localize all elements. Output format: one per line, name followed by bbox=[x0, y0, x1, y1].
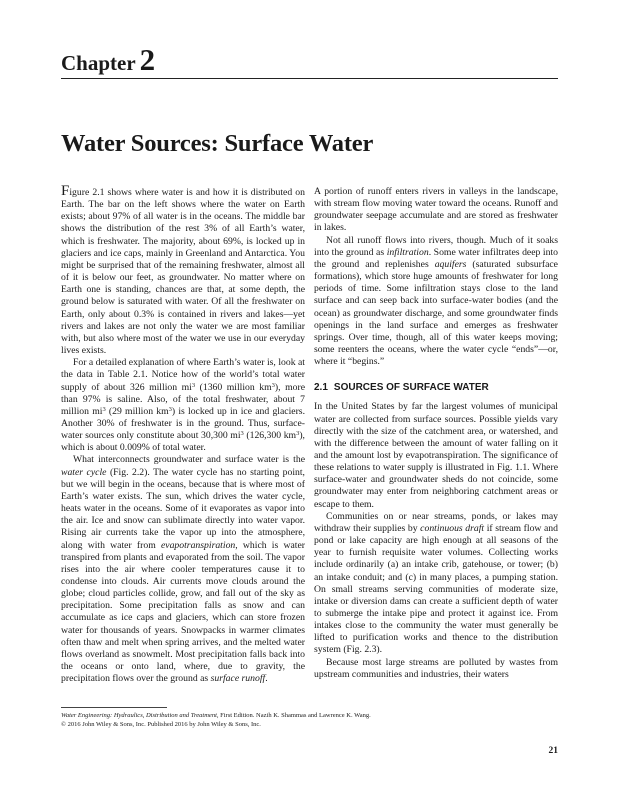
footnote bbox=[61, 711, 558, 729]
footnote-line-2: © 2016 John Wiley & Sons, Inc. Published 2016 by John Wiley & Sons, Inc. bbox=[61, 721, 261, 728]
term-continuous-draft: continuous draft bbox=[420, 522, 485, 534]
term-surface-runoff: surface runoff bbox=[210, 673, 266, 685]
paragraph-7: Communities on or near streams, ponds, or lakes may withdraw their supplies by continuous draft if stream flow and pond or lake capacity are high enough at all seasons of the year to furnish requisite water volumes. Collecting works include ordinarily (a) an intake crib, gatehouse, or tower; (b) an intake conduit; and (c) in many places, a pumping station. On small streams serving communities of moderate size, intake or diversion dams can create a sufficient depth of water to submerge the intake pipe and protect it against ice. From intakes close to the community the water must generally be lifted to purification works and thence to the distribution system (Fig. 2.3). bbox=[314, 510, 558, 656]
paragraph-1: Figure 2.1 shows where water is and how it is distributed on Earth. The bar on the left shows where the water on Earth exists; about 97% of all water is in the oceans. The middle bar shows the distribution of the rest 3% of all Earth’s water, which is freshwater. The majority, about 69%, is locked up in glaciers and ice caps, mainly in Greenland and Antarctica. You might be surprised that of the remaining freshwater, almost all of it is below our feet, as groundwater. No matter where on Earth one is standing, chances are that, at some depth, the ground below is saturated with water. Of all the freshwater on Earth, only about 0.3% is contained in rivers and lakes—yet rivers and lakes are not only the water we are most familiar with, but also where most of the water we use in our everyday lives exists. bbox=[61, 183, 305, 357]
paragraph-4: A portion of runoff enters rivers in valleys in the landscape, with stream flow moving water toward the oceans. Runoff and groundwater seepage accumulate and are stored as freshwater in lakes. bbox=[314, 186, 558, 234]
drop-cap: F bbox=[61, 183, 70, 199]
paragraph-2: For a detailed explanation of where Earth’s water is, look at the data in Table 2.1. Notice how of the world’s total water supply of about 326 million $mi^3$ (1360 million $km^3$), more than 97% is saline. Also, of the total freshwater, about 7 million $mi^3$ (29 million $km^3$) is locked up in ice and glaciers. Another 30% of freshwater is in the ground. Thus, surface-water sources only constitute about 30,300 $mi^3$ (126,300 $km^3$), which is about 0.009% of total water. bbox=[61, 357, 305, 454]
right-column bbox=[314, 186, 558, 681]
chapter-heading bbox=[61, 42, 558, 78]
paragraph-6: In the United States by far the largest volumes of municipal water are collected from surface sources. Possible yields vary directly with the size of the catchment area, or watershed, and with the difference between the amount of water falling on it and the amount lost by evapotranspiration. The significance of these relations to water supply is illustrated in Fig. 1.1. Where surface-water and groundwater sheds do not coincide, some groundwater may enter from neighboring catchment areas or escape to them. bbox=[314, 401, 558, 510]
term-water-cycle: water cycle bbox=[61, 466, 107, 478]
book-title: Water Engineering: Hydraulics, Distribution and Treatment bbox=[61, 712, 217, 719]
footnote-line-1: Water Engineering: Hydraulics, Distribution and Treatment, First Edition. Nazih K. Shammas and Lawrence K. Wang. bbox=[61, 712, 371, 719]
section-heading bbox=[314, 382, 558, 394]
chapter-label: Chapter bbox=[61, 51, 136, 75]
section-title: SOURCES OF SURFACE WATER bbox=[333, 382, 489, 394]
paragraph-8: Because most large streams are polluted by wastes from upstream communities and industries, their waters bbox=[314, 656, 558, 680]
left-column bbox=[61, 183, 305, 685]
term-evapotranspiration: evapotranspiration bbox=[160, 539, 236, 551]
section-number: 2.1 bbox=[314, 382, 328, 394]
term-aquifers: aquifers bbox=[434, 258, 467, 270]
chapter-title: Water Sources: Surface Water bbox=[61, 130, 374, 157]
paragraph-5: Not all runoff flows into rivers, though. Much of it soaks into the ground as infiltration. Some water infiltrates deep into the ground and replenishes aquifers (saturated subsurface formations), which store huge amounts of freshwater for long periods of time. Some infiltration stays close to the land surface and can seep back into surface-water bodies (and the ocean) as groundwater discharge, and some groundwater finds openings in the land surface and emerges as freshwater springs. Over time, though, all of this water keeps moving; some reenters the oceans, where the water cycle “ends”—or, where it “begins.” bbox=[314, 234, 558, 368]
page-number: 21 bbox=[548, 746, 558, 756]
footnote-divider bbox=[61, 707, 167, 708]
chapter-number: 2 bbox=[139, 42, 156, 77]
chapter-divider bbox=[61, 78, 558, 79]
paragraph-3: What interconnects groundwater and surface water is the water cycle (Fig. 2.2). The water cycle has no starting point, but we will begin in the oceans, because that is where most of Earth’s water exists. The sun, which drives the water cycle, heats water in the oceans. Some of it evaporates as vapor into the air. Ice and snow can sublimate directly into water vapor. Rising air currents take the vapor up into the atmosphere, along with water from evapotranspiration, which is water transpired from plants and evaporated from the soil. The vapor rises into the air where cooler temperatures cause it to condense into clouds. Air currents move clouds around the globe; cloud particles collide, grow, and fall out of the sky as precipitation. Some precipitation falls as snow and can accumulate as ice caps and glaciers, which can store frozen water for thousands of years. Snowpacks in warmer climates often thaw and melt when spring arrives, and the melted water flows overland as snowmelt. Most precipitation falls back into the oceans or onto land, where, due to gravity, the precipitation flows over the ground as surface runoff. bbox=[61, 454, 305, 685]
term-infiltration: infiltration bbox=[386, 246, 429, 258]
